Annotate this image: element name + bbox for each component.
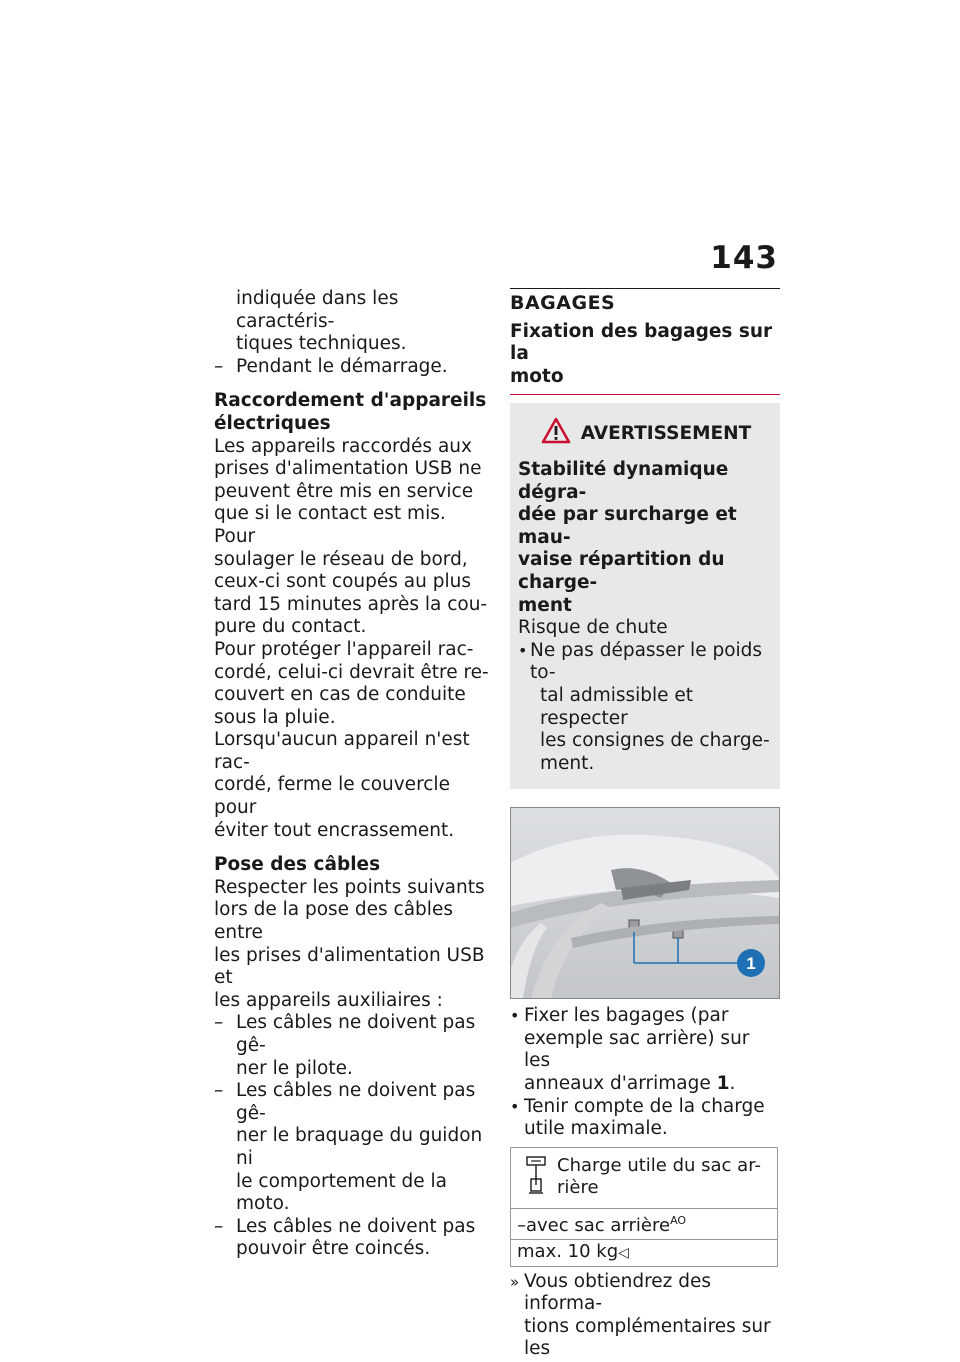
warning-title: AVERTISSEMENT: [580, 422, 752, 444]
warning-header: [518, 417, 774, 451]
text-line: peuvent être mis en service: [214, 480, 474, 502]
end-mark-icon: ◁: [618, 1245, 629, 1262]
text-line: couvert en cas de conduite: [214, 684, 466, 706]
text-line: les consignes de charge-: [540, 730, 770, 752]
intro-line-2: tiques techniques.: [236, 333, 407, 355]
warning-bullet: [518, 640, 774, 776]
text-line: Les câbles ne doivent pas gê-: [236, 1012, 476, 1056]
spec-header-cell: [511, 1147, 778, 1209]
text-line: [524, 1073, 780, 1096]
spec-row-value: [511, 1240, 778, 1267]
warning-bold-line: vaise répartition du charge-: [518, 549, 725, 593]
list-item: [214, 1080, 492, 1216]
spec-condition-text: avec sac arrière: [526, 1215, 671, 1237]
luggage-rack-photo: [510, 807, 780, 999]
text-line: cordé, ferme le couvercle pour: [214, 774, 450, 819]
text-line: sous la pluie.: [214, 706, 336, 728]
heading-raccordement: [214, 390, 492, 435]
text-line: pouvoir être coincés.: [236, 1238, 431, 1260]
text-line: ment.: [540, 752, 595, 774]
list-item: [510, 1096, 780, 1141]
text-line: Ne pas dépasser le poids to-: [530, 639, 763, 684]
text-line: le comportement de la moto.: [236, 1170, 447, 1215]
text-line: les prises d'alimentation USB et: [214, 944, 485, 989]
text-fragment: .: [729, 1073, 736, 1095]
spec-header: [517, 1149, 771, 1208]
list-item: [214, 1216, 492, 1261]
warning-bold-line: ment: [518, 594, 572, 616]
text-line: Tenir compte de la charge: [524, 1095, 765, 1117]
spec-header-line-2: rière: [557, 1177, 599, 1199]
text-line: ner le pilote.: [236, 1057, 353, 1079]
heading-raccordement-line-1: Raccordement d'appareils: [214, 390, 487, 412]
text-line: tard 15 minutes après la cou-: [214, 593, 488, 615]
text-line: tal admissible et respecter: [540, 684, 694, 729]
text-line: prises d'alimentation USB ne: [214, 458, 482, 480]
subtitle-line-2: moto: [510, 365, 564, 387]
text-line: tions complémentaires sur les: [524, 1315, 771, 1360]
text-line: lors de la pose des câbles entre: [214, 899, 453, 944]
arrow-mark: »: [510, 1272, 520, 1291]
list-item: [510, 1005, 780, 1095]
text-line: cordé, celui-ci devrait être re-: [214, 661, 489, 683]
option-code: AO: [670, 1214, 687, 1228]
payload-spec-table: [510, 1147, 778, 1267]
spec-value-text: max. 10 kg: [517, 1241, 619, 1263]
weight-scale-icon: [525, 1155, 547, 1202]
left-column: [214, 288, 492, 1261]
text-line: utile maximale.: [524, 1118, 668, 1140]
text-line: pure du contact.: [214, 616, 367, 638]
text-line: les appareils auxiliaires :: [214, 989, 443, 1011]
subtitle: [510, 321, 780, 396]
bullet-mark: •: [510, 1096, 520, 1116]
text-line: exemple sac arrière) sur les: [524, 1027, 750, 1072]
text-line: Vous obtiendrez des informa-: [524, 1270, 712, 1315]
warning-box: [510, 403, 780, 789]
row-dash: –: [517, 1215, 526, 1237]
text-line: Respecter les points suivants: [214, 876, 485, 898]
text-line: ner le braquage du guidon ni: [236, 1125, 483, 1169]
pose-paragraph: [214, 877, 492, 1013]
page-number: 143: [710, 240, 778, 276]
bullet-mark: •: [518, 640, 528, 660]
dash-mark: –: [214, 355, 224, 377]
intro-line-1: indiquée dans les caractéris-: [236, 288, 399, 332]
heading-pose: Pose des câbles: [214, 854, 381, 876]
reference-note: [510, 1271, 780, 1361]
section-title: BAGAGES: [510, 288, 780, 315]
raccordement-paragraph: [214, 436, 492, 843]
text-line: éviter tout encrassement.: [214, 819, 455, 841]
luggage-rack-illustration: [511, 808, 779, 998]
spec-row-condition: [511, 1209, 778, 1240]
text-line: soulager le réseau de bord,: [214, 548, 468, 570]
intro-continuation: [214, 288, 492, 356]
heading-raccordement-line-2: électriques: [214, 412, 331, 434]
text-line: Lorsqu'aucun appareil n'est rac-: [214, 729, 470, 773]
text-line: Les câbles ne doivent pas gê-: [236, 1080, 476, 1124]
list-item: [214, 356, 492, 379]
spec-header-text: [557, 1155, 761, 1202]
right-column: [510, 288, 780, 1361]
warning-bold-line: Stabilité dynamique dégra-: [518, 458, 729, 503]
text-line: Les câbles ne doivent pas: [236, 1215, 476, 1237]
text-line: que si le contact est mis. Pour: [214, 503, 446, 547]
dash-mark: –: [214, 1080, 224, 1102]
dash-mark: –: [214, 1215, 224, 1237]
warning-risk: Risque de chute: [518, 617, 668, 639]
callout-reference: 1: [716, 1073, 730, 1095]
list-item: [214, 1012, 492, 1080]
text-fragment: anneaux d'arrimage: [524, 1073, 717, 1095]
dash-mark: –: [214, 1012, 224, 1034]
dash-pendant-text: Pendant le démarrage.: [236, 355, 448, 377]
text-line: Les appareils raccordés aux: [214, 435, 472, 457]
spec-header-line-1: Charge utile du sac ar-: [557, 1154, 761, 1176]
bullet-mark: •: [510, 1006, 520, 1026]
callout-number: 1: [746, 954, 756, 974]
warning-bold-line: dée par surcharge et mau-: [518, 504, 737, 548]
subtitle-line-1: Fixation des bagages sur la: [510, 320, 773, 365]
text-line: Fixer les bagages (par: [524, 1005, 729, 1027]
text-line: ceux-ci sont coupés au plus: [214, 571, 471, 593]
warning-triangle-icon: [541, 417, 571, 451]
text-line: Pour protéger l'appareil rac-: [214, 638, 474, 660]
